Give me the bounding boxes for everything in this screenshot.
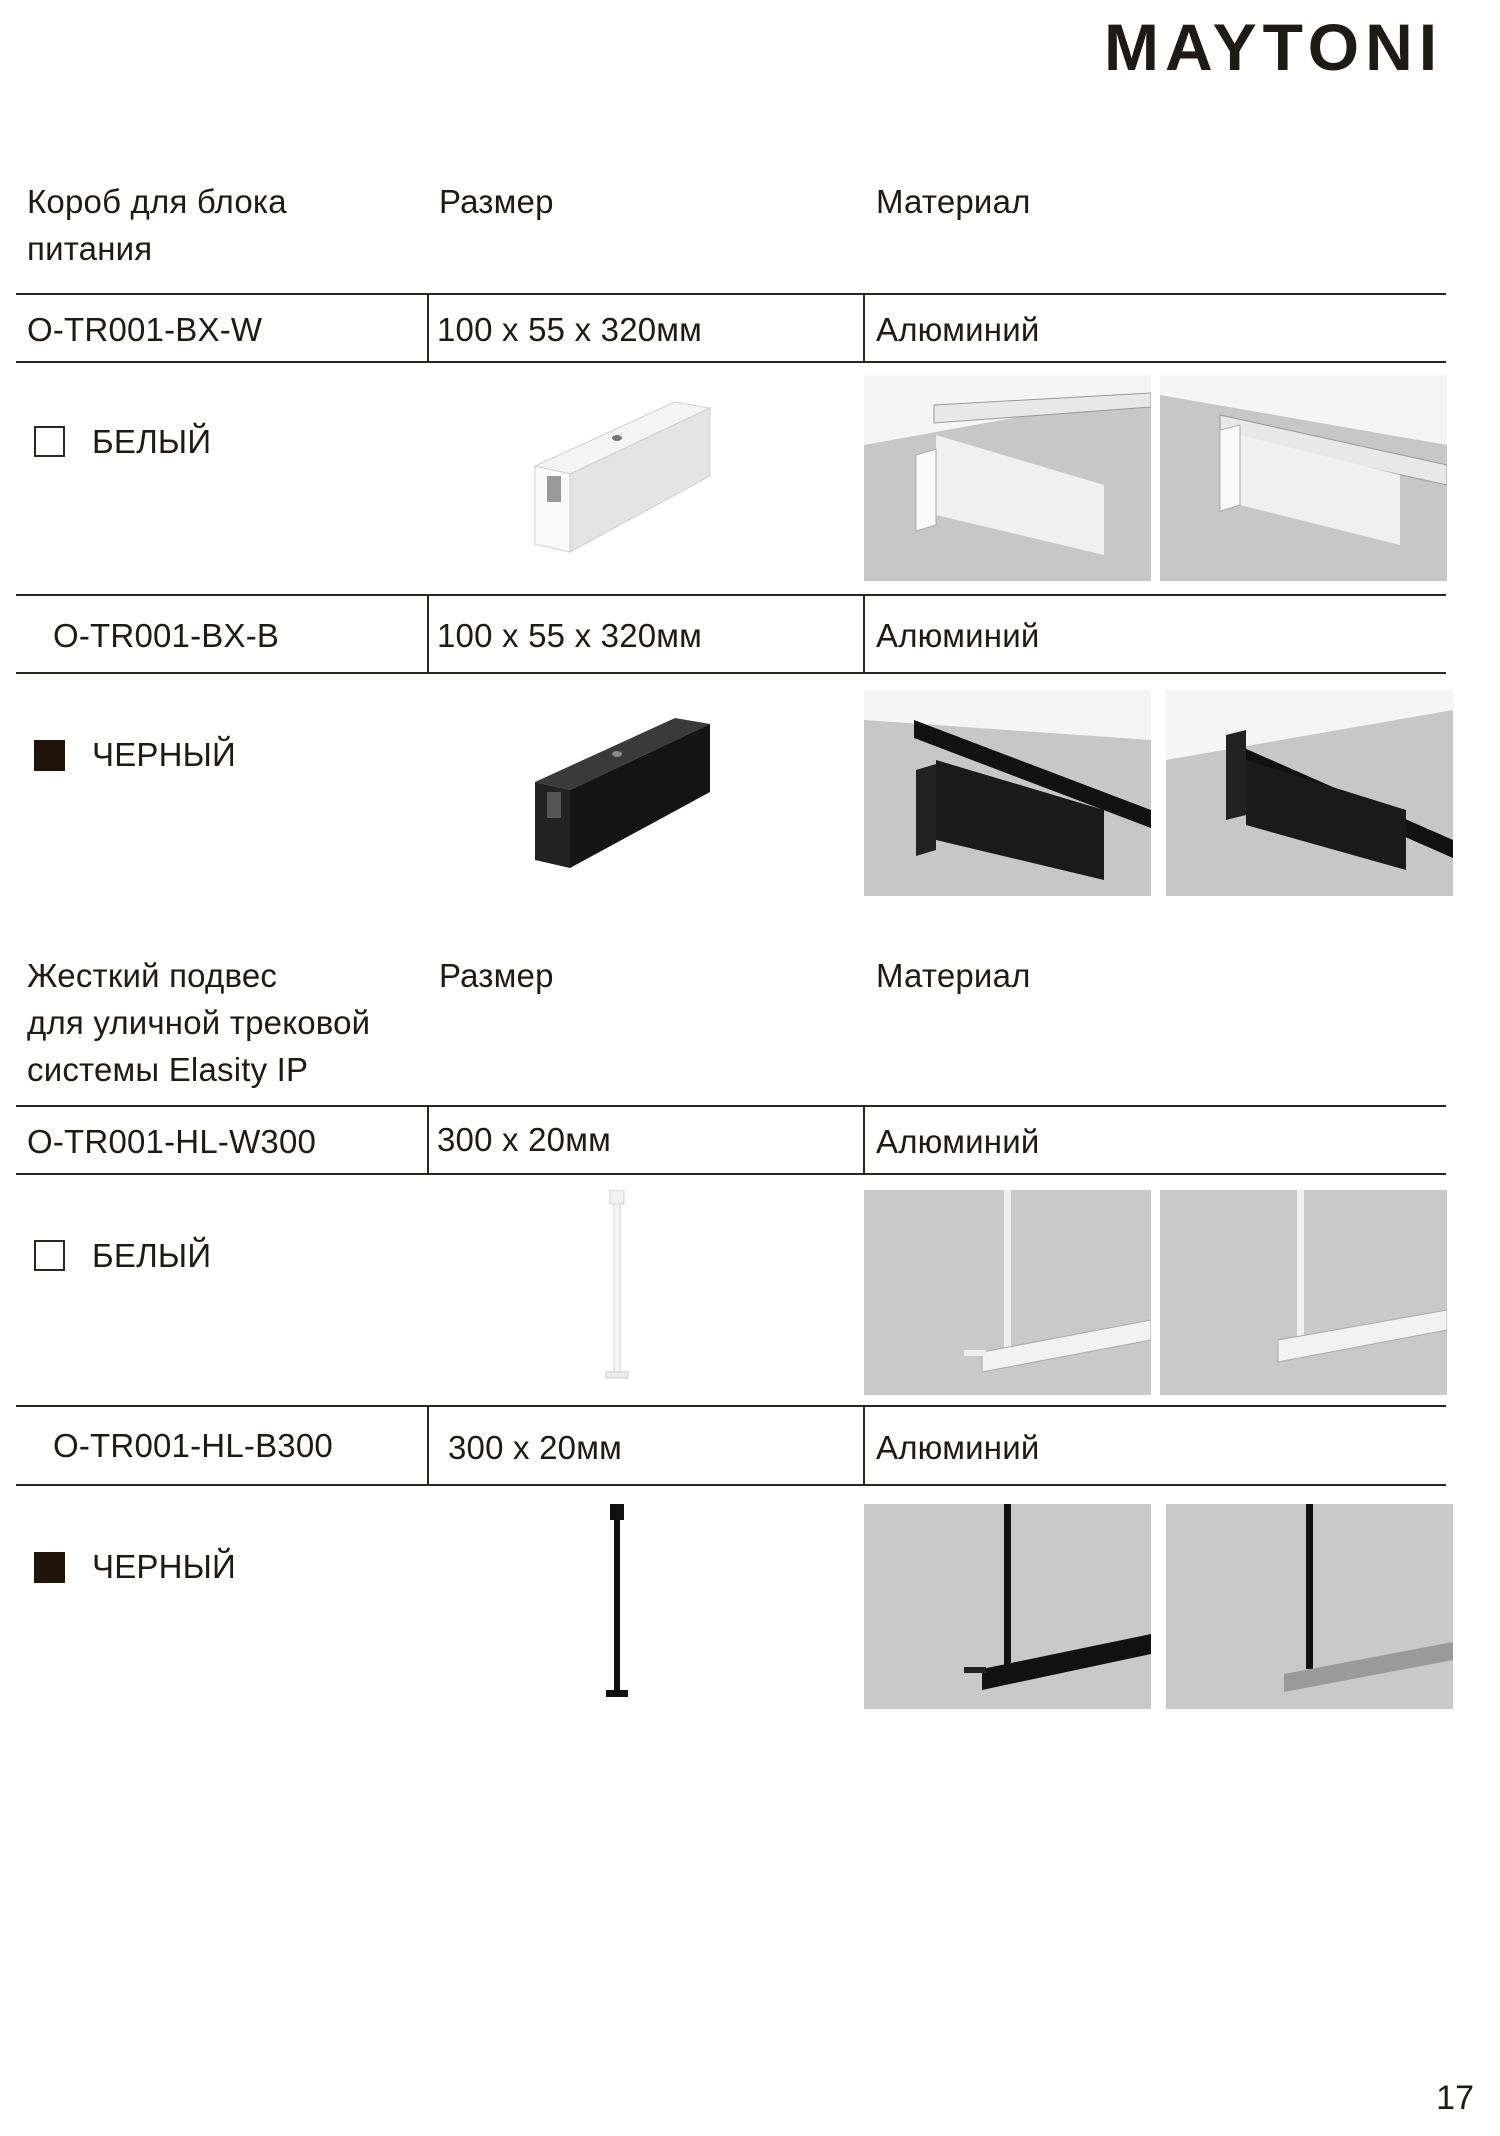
product-code: O-TR001-BX-B xyxy=(53,617,280,654)
product-material: Алюминий xyxy=(876,311,1040,348)
box-product-icon xyxy=(525,712,715,872)
product-photo xyxy=(864,1190,1151,1395)
product-code: O-TR001-BX-W xyxy=(27,311,263,348)
divider xyxy=(16,1173,1446,1175)
divider xyxy=(16,1484,1446,1486)
product-photo xyxy=(1160,1190,1447,1395)
divider xyxy=(16,293,1446,295)
product-size: 300 x 20мм xyxy=(437,1121,611,1158)
suspension-product-icon xyxy=(598,1504,638,1702)
white-swatch-icon xyxy=(34,426,65,457)
section2-title: Жесткий подвес для уличной трековой системы Elasity IP xyxy=(27,957,371,1088)
section2-material-header: Материал xyxy=(876,957,1031,994)
product-material: Алюминий xyxy=(876,1429,1040,1466)
product-size: 300 x 20мм xyxy=(448,1429,622,1466)
color-label: БЕЛЫЙ xyxy=(92,423,212,460)
section2-size-header: Размер xyxy=(439,957,554,994)
suspension-product-icon xyxy=(598,1190,638,1385)
white-swatch-icon xyxy=(34,1240,65,1271)
divider xyxy=(427,1405,429,1485)
color-label: ЧЕРНЫЙ xyxy=(92,736,236,773)
product-photo xyxy=(1166,1504,1453,1709)
product-code: O-TR001-HL-B300 xyxy=(53,1427,333,1464)
product-material: Алюминий xyxy=(876,1123,1040,1160)
section1-size-header: Размер xyxy=(439,183,554,220)
divider xyxy=(427,293,429,363)
black-swatch-icon xyxy=(34,1552,65,1583)
product-photo xyxy=(1166,690,1453,896)
brand-logo xyxy=(1104,14,1474,76)
divider xyxy=(16,1105,1446,1107)
product-photo xyxy=(1160,375,1447,581)
product-size: 100 x 55 x 320мм xyxy=(437,617,703,654)
maytoni-logo-icon xyxy=(1104,14,1474,76)
color-label: БЕЛЫЙ xyxy=(92,1237,212,1274)
divider xyxy=(427,594,429,674)
svg-text:MAYTONI: MAYTONI xyxy=(1104,14,1444,76)
product-code: O-TR001-HL-W300 xyxy=(27,1123,317,1160)
product-photo xyxy=(864,690,1151,896)
divider xyxy=(863,1105,865,1175)
product-photo xyxy=(864,375,1151,581)
page-number: 17 xyxy=(1436,2079,1474,2117)
color-label: ЧЕРНЫЙ xyxy=(92,1548,236,1585)
divider xyxy=(863,1405,865,1485)
section1-material-header: Материал xyxy=(876,183,1031,220)
divider xyxy=(863,594,865,674)
divider xyxy=(16,594,1446,596)
product-size: 100 x 55 x 320мм xyxy=(437,311,703,348)
divider xyxy=(16,1405,1446,1407)
divider xyxy=(863,293,865,363)
divider xyxy=(16,361,1446,363)
section1-title: Короб для блока питания xyxy=(27,183,287,267)
product-photo xyxy=(864,1504,1151,1709)
divider xyxy=(16,672,1446,674)
box-product-icon xyxy=(525,396,715,556)
black-swatch-icon xyxy=(34,740,65,771)
product-material: Алюминий xyxy=(876,617,1040,654)
divider xyxy=(427,1105,429,1175)
